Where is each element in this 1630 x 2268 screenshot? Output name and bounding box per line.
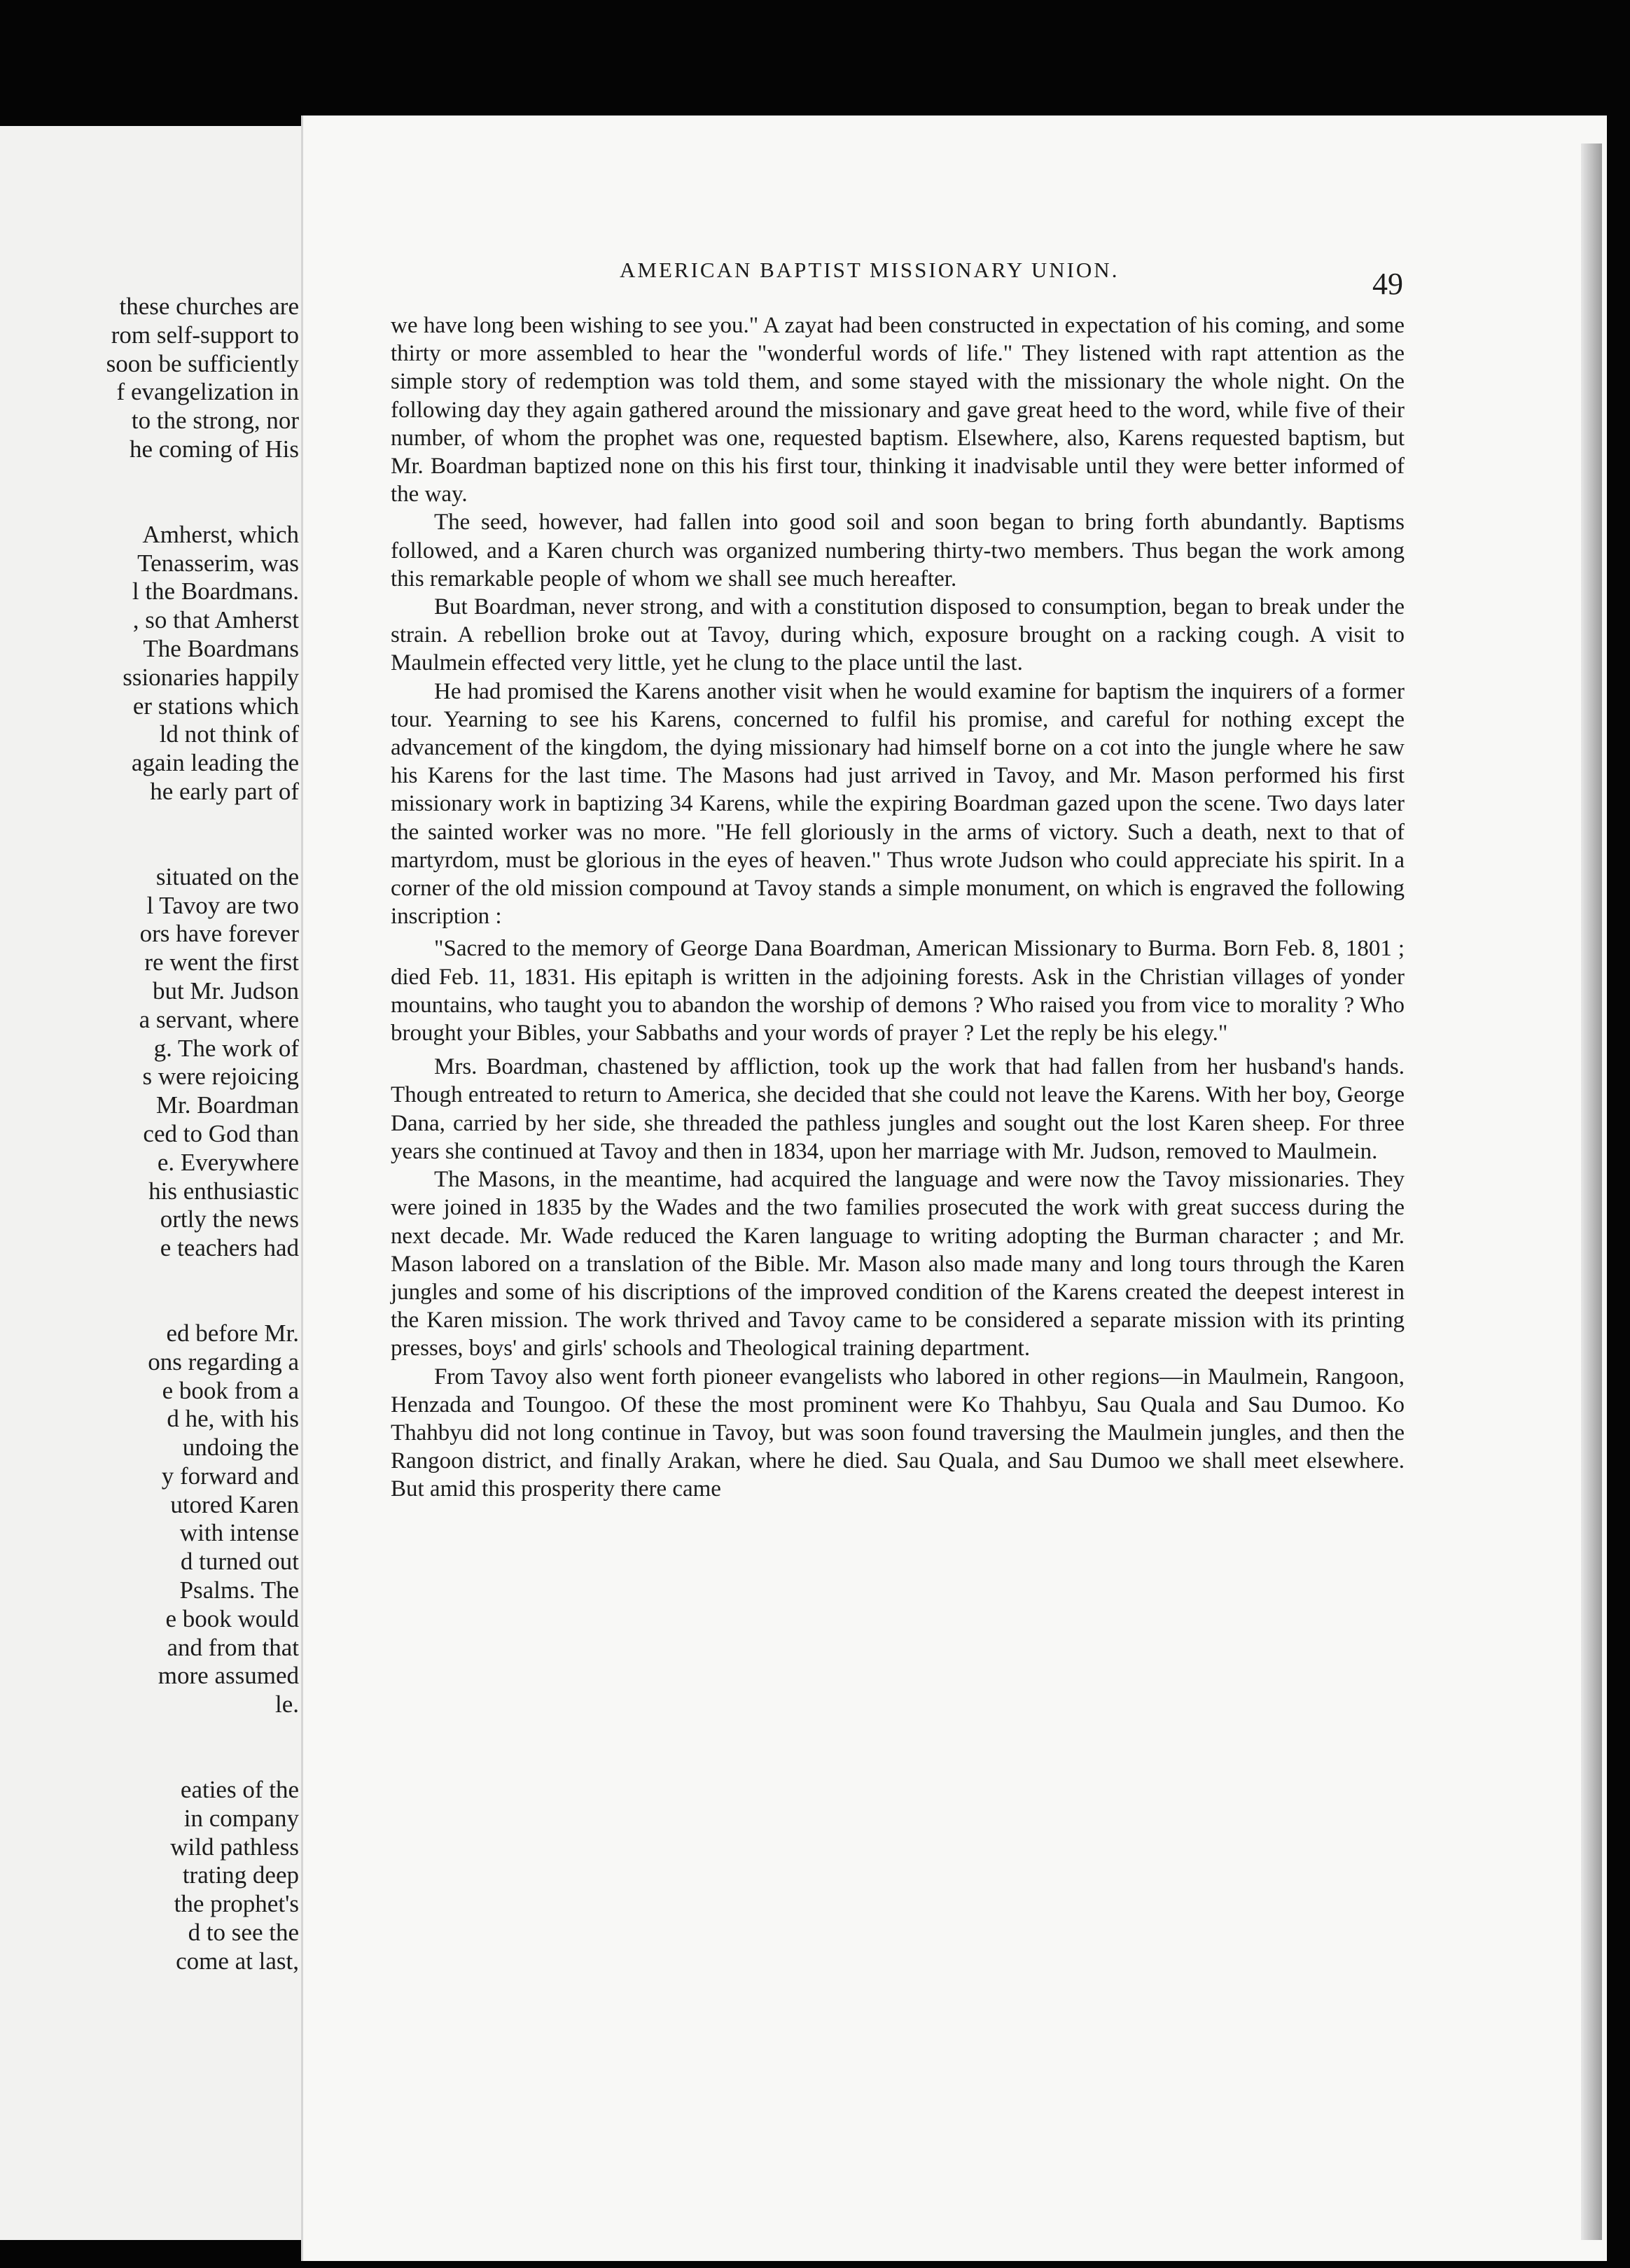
left-page-line: re went the first <box>144 948 299 976</box>
left-page-line: d turned out <box>180 1548 299 1576</box>
left-page-line: again leading the <box>131 749 299 777</box>
left-page-line: and from that <box>167 1633 299 1661</box>
left-page-line: in company <box>183 1804 299 1832</box>
left-page-line: he early part of <box>150 777 299 805</box>
left-page-line: Mr. Boardman <box>155 1091 299 1119</box>
left-page-gap <box>5 1719 299 1776</box>
left-page-line: his enthusiastic <box>148 1177 299 1205</box>
left-page-gap <box>5 464 299 521</box>
left-page-line: y forward and <box>161 1462 299 1490</box>
left-page-line: ortly the news <box>160 1205 299 1233</box>
left-page-line: ssionaries happily <box>123 663 299 691</box>
paragraph: But Boardman, never strong, and with a constitution disposed to consumption, began to break under the strain. A rebellion broke out at Tavoy, during which, exposure brought on a racking cough. A visit to Maulmein effected very little, yet he clung to the place until the last. <box>391 594 1405 676</box>
left-page-line: s were rejoicing <box>142 1063 299 1091</box>
page-number: 49 <box>1372 267 1403 301</box>
left-page-line: trating deep <box>182 1861 299 1889</box>
left-page-line: Tenasserim, was <box>137 549 299 577</box>
left-page-line: Amherst, which <box>142 520 299 548</box>
left-page-line: rom self-support to <box>111 321 299 349</box>
left-page-line: ld not think of <box>159 720 299 748</box>
left-page-line: come at last, <box>176 1947 299 1975</box>
left-page-line: er stations which <box>132 692 299 720</box>
left-page-line: a servant, where <box>139 1005 299 1033</box>
left-page-line: d he, with his <box>167 1405 299 1433</box>
paragraph: The seed, however, had fallen into good soil and soon began to bring forth abundantly. Baptisms followed, and a Karen church was organized numbering thirty-two members. Thus began the work among this remarkable people of whom we shall see much hereafter. <box>391 510 1405 592</box>
left-page-line: l Tavoy are two <box>146 891 299 919</box>
left-page-line: e book would <box>165 1604 299 1632</box>
left-page-line: ors have forever <box>139 920 299 948</box>
left-page-line: Psalms. The <box>179 1576 299 1604</box>
left-page <box>0 126 313 2240</box>
paragraph: The Masons, in the meantime, had acquired the language and were now the Tavoy missionaries. They were joined in 1835 by the Wades and the two families prosecuted the work with great success during the next decade. Mr. Wade reduced the Karen language to writing adopting the Burman character ; and Mr. Mason labored on a translation of the Bible. Mr. Mason also made many and long tours through the Karen jungles and some of his discriptions of the improved condition of the Karens created the deepest interest in the Karen mission. The work thrived and Tavoy came to be considered a separate mission with its printing presses, boys' and girls' schools and Theological training department. <box>391 1167 1405 1362</box>
left-page-line: eaties of the <box>180 1776 299 1804</box>
left-page-line: e. Everywhere <box>157 1148 299 1176</box>
left-page-line: more assumed <box>158 1662 299 1690</box>
left-page-line: these churches are <box>119 293 299 320</box>
left-page-line: f evangelization in <box>116 378 299 406</box>
left-page-line: undoing the <box>182 1434 299 1462</box>
left-page-line: but Mr. Judson <box>152 976 299 1004</box>
left-page-line: the prophet's <box>174 1890 299 1918</box>
left-page-line: , so that Amherst <box>132 606 299 634</box>
left-page-line: with intense <box>179 1519 299 1547</box>
page-edge <box>1581 144 1602 2240</box>
left-page-line: wild pathless <box>170 1833 299 1861</box>
left-page-line: e book from a <box>162 1376 299 1404</box>
left-page-line: soon be sufficiently <box>106 349 299 377</box>
running-head: AMERICAN BAPTIST MISSIONARY UNION. <box>620 258 1120 282</box>
left-page-line: ced to God than <box>143 1119 299 1147</box>
left-page-line: le. <box>274 1690 299 1718</box>
paragraph: He had promised the Karens another visit when he would examine for baptism the inquirers of a former tour. Yearning to see his Karens, concerned to fulfil his promise, and careful for nothing except the advancement of the kingdom, the dying missionary had himself borne on a cot into the jungle where he saw his Karens for the last time. The Masons had just arrived in Tavoy, and Mr. Mason performed his first missionary work in baptizing 34 Karens, while the expiring Boardman gazed upon the scene. Two days later the sainted worker was no more. "He fell gloriously in the arms of victory. Such a death, next to that of martyrdom, must be glorious in the eyes of heaven." Thus wrote Judson who could appreciate his spirit. In a corner of the old mission compound at Tavoy stands a simple monument, on which is engraved the following inscription : <box>391 678 1405 930</box>
left-page-line: The Boardmans <box>143 634 299 662</box>
left-page-gap <box>5 806 299 863</box>
page-body <box>391 312 1405 1504</box>
left-page-gap <box>5 1263 299 1320</box>
paragraph: Mrs. Boardman, chastened by affliction, took up the work that had fallen from her husband's hands. Though entreated to return to America, she decided that she could not leave the Karens. With her boy, George Dana, carried by her side, she threaded the pathless jungles and sought out the lost Karen sheep. For three years she continued at Tavoy and then in 1834, upon her marriage with Mr. Judson, removed to Maulmein. <box>391 1054 1405 1164</box>
paragraph: we have long been wishing to see you." A zayat had been constructed in expectation of his coming, and some thirty or more assembled to hear the "wonderful words of life." They listened with rapt attention as the simple story of redemption was told them, and some stayed with the missionary the whole night. On the following day they again gathered around the missionary and gave great heed to the word, while five of their number, of whom the prophet was one, requested baptism. Elsewhere, also, Karens requested baptism, but Mr. Boardman baptized none on this his first tour, thinking it inadvisable until they were better informed of the way. <box>391 313 1405 507</box>
paragraph: From Tavoy also went forth pioneer evangelists who labored in other regions—in Maulmein, Rangoon, Henzada and Toungoo. Of these the most prominent were Ko Thahbyu, Sau Quala and Sau Dumoo. Ko Thahbyu did not long continue in Tavoy, but was soon found traversing the Maulmein jungles, and then the Rangoon district, and finally Arakan, where he died. Sau Quala, and Sau Dumoo we shall meet elsewhere. But amid this prosperity there came <box>391 1364 1405 1502</box>
left-page-line: l the Boardmans. <box>132 578 299 606</box>
left-page-line: d to see the <box>188 1919 299 1947</box>
left-page-line: situated on the <box>155 862 299 890</box>
left-page-line: g. The work of <box>153 1034 299 1062</box>
left-page-line: utored Karen <box>170 1490 299 1518</box>
left-page-line: to the strong, nor <box>131 407 299 435</box>
left-page-line: ons regarding a <box>148 1348 299 1376</box>
left-page-line: ed before Mr. <box>166 1319 299 1347</box>
left-page-line: he coming of His <box>129 435 299 463</box>
left-page-text-fragments <box>5 293 299 1976</box>
monument-inscription: "Sacred to the memory of George Dana Boardman, American Missionary to Burma. Born Feb. 8, 1801 ; died Feb. 11, 1831. His epitaph is written in the adjoining forests. Ask in the Christian villages of yonder mountains, who taught you to abandon the worship of demons ? Who raised you from vice to morality ? Who brought your Bibles, your Sabbaths and your words of prayer ? Let the reply be his elegy." <box>391 936 1405 1046</box>
left-page-line: e teachers had <box>160 1234 299 1262</box>
